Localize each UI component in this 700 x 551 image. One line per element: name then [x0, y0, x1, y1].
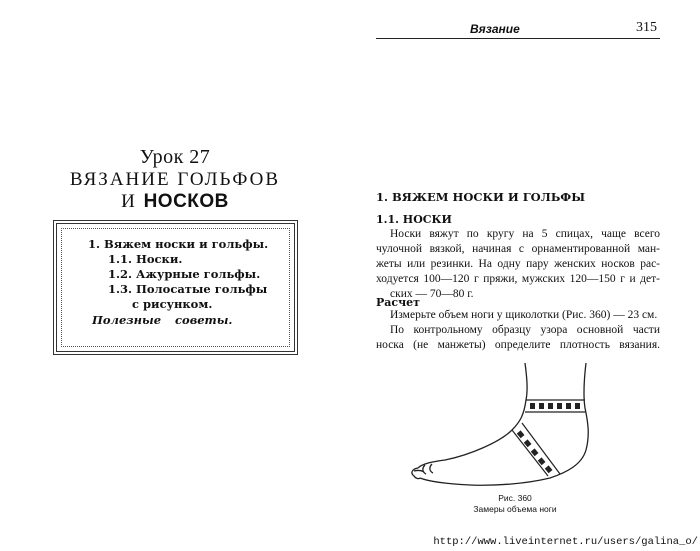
- lesson-title-bold: НОСКОВ: [143, 191, 229, 212]
- watermark-url[interactable]: http://www.liveinternet.ru/users/galina_o/: [433, 536, 698, 548]
- toc-useful-tips: Полезные советы.: [92, 313, 233, 327]
- toc-item-1: 1. Вяжем носки и гольфы.: [88, 237, 269, 251]
- toc-item-1-1: 1.1. Носки.: [108, 252, 183, 266]
- figure-number: Рис. 360: [498, 493, 532, 503]
- lesson-title-line1: ВЯЗАНИЕ ГОЛЬФОВ: [69, 169, 281, 190]
- figure-description: Замеры объема ноги: [473, 504, 557, 514]
- lesson-title-line2: [0, 191, 350, 213]
- paragraph-line: чулочной вязкой, начиная с орнаментированной ман-: [376, 243, 660, 255]
- paragraph-socks: [376, 227, 660, 302]
- lesson-title-prefix: И: [121, 191, 137, 212]
- paragraph-line: носка (не манжеты) определите плотность вязания.: [376, 339, 660, 351]
- paragraph-line: Измерьте объем ноги у щиколотки (Рис. 360) — 23 см.: [390, 309, 658, 321]
- toc-item-1-2: 1.2. Ажурные гольфы.: [108, 267, 261, 281]
- paragraph-line: жеты или резинки. На одну пару женских носков рас-: [376, 258, 660, 270]
- paragraph-line: ходуется 100—120 г пряжи, мужских 120—150 г и дет-: [376, 273, 660, 285]
- toc-item-1-3-cont: с рисунком.: [132, 297, 213, 311]
- paragraph-line: ских — 70—80 г.: [390, 288, 474, 300]
- paragraph-calculation: [376, 308, 660, 353]
- section-heading: 1. ВЯЖЕМ НОСКИ И ГОЛЬФЫ: [376, 190, 586, 204]
- page-number: 315: [636, 20, 657, 35]
- figure-caption: [455, 493, 575, 515]
- lesson-number: Урок 27: [139, 146, 211, 168]
- foot-measurement-illustration: [400, 360, 600, 490]
- header-rule: [376, 38, 660, 39]
- toc-item-1-3: 1.3. Полосатые гольфы: [108, 282, 268, 296]
- subsection-heading: 1.1. НОСКИ: [376, 213, 452, 226]
- paragraph-line: Носки вяжут по кругу на 5 спицах, чаще всего: [390, 228, 660, 240]
- table-of-contents: [80, 237, 290, 328]
- calculation-heading: Расчет: [376, 296, 420, 309]
- paragraph-line: По контрольному образцу узора основной части: [390, 324, 660, 336]
- lesson-title: [0, 169, 350, 213]
- running-head: Вязание: [470, 22, 520, 36]
